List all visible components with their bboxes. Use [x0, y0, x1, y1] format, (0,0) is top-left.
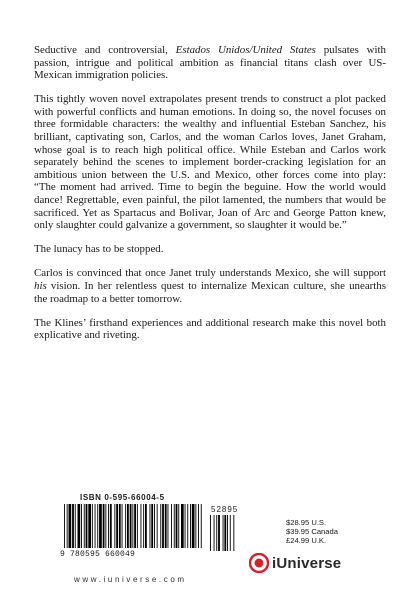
p4-emphasis: his [34, 280, 47, 292]
paragraph-3: The lunacy has to be stopped. [34, 243, 164, 256]
barcode-addon-number: 52895 [211, 505, 239, 514]
p1-text-end: pulsates with passion, intrigue and political ambition as financial titans clash over US-Mexican immigration policies. [34, 44, 386, 82]
barcode-digits: 9 780595 660049 [60, 550, 136, 559]
book-title-italic: Estados Unidos/United States [175, 44, 316, 56]
isbn-label: ISBN 0-595-66004-5 [80, 493, 165, 502]
isbn-barcode [60, 493, 239, 567]
p4-text-end: vision. In her relentless quest to internalize Mexican culture, she unearths the roadmap to a better tomorrow. [34, 280, 386, 305]
publisher-website: www.iuniverse.com [74, 575, 187, 584]
price-us: $28.95 U.S. [286, 518, 327, 527]
paragraph-2: This tightly woven novel extrapolates present trends to construct a plot packed with powerful conflicts and human emotions. In doing so, the novel focuses on three formidable characters: the wealthy and influential Esteban Sanchez, his brilliant, captivating son, Carlos, and the woman Carlos loves, Janet Graham, whose goal is to reach high political office. While Esteban and Carlos work separately behind the scenes to implement border-cracking legislation for an ambitious union between the U.S. and Mexico, other forces come into play: “The moment had arrived. Time to begin the beguine. How the world would dance! Regrettable, even painful, the pilot lamented, the numbers that would be sacrificed. Yet as Spartacus and Bolivar, Joan of Arc and George Patton knew, only slaughter could galvanize a government, so slaughter it would be.” [34, 93, 386, 232]
publisher-logo [249, 550, 369, 576]
paragraph-5: The Klines’ firsthand experiences and additional research make this novel both explicative and riveting. [34, 316, 386, 342]
publisher-name: iUniverse [272, 554, 342, 572]
paragraph-1 [34, 44, 386, 82]
p1-text-start: Seductive and controversial, [34, 44, 176, 56]
price-uk: £24.99 U.K. [286, 536, 327, 545]
barcode-bars [60, 493, 239, 553]
price-list [286, 518, 366, 545]
iuniverse-logo-icon [249, 553, 269, 573]
paragraph-4 [34, 267, 386, 305]
price-canada: $39.95 Canada [286, 527, 338, 536]
p4-text-start: Carlos is convinced that once Janet truly understands Mexico, she will support [34, 267, 386, 280]
back-cover-blurb [34, 44, 386, 353]
